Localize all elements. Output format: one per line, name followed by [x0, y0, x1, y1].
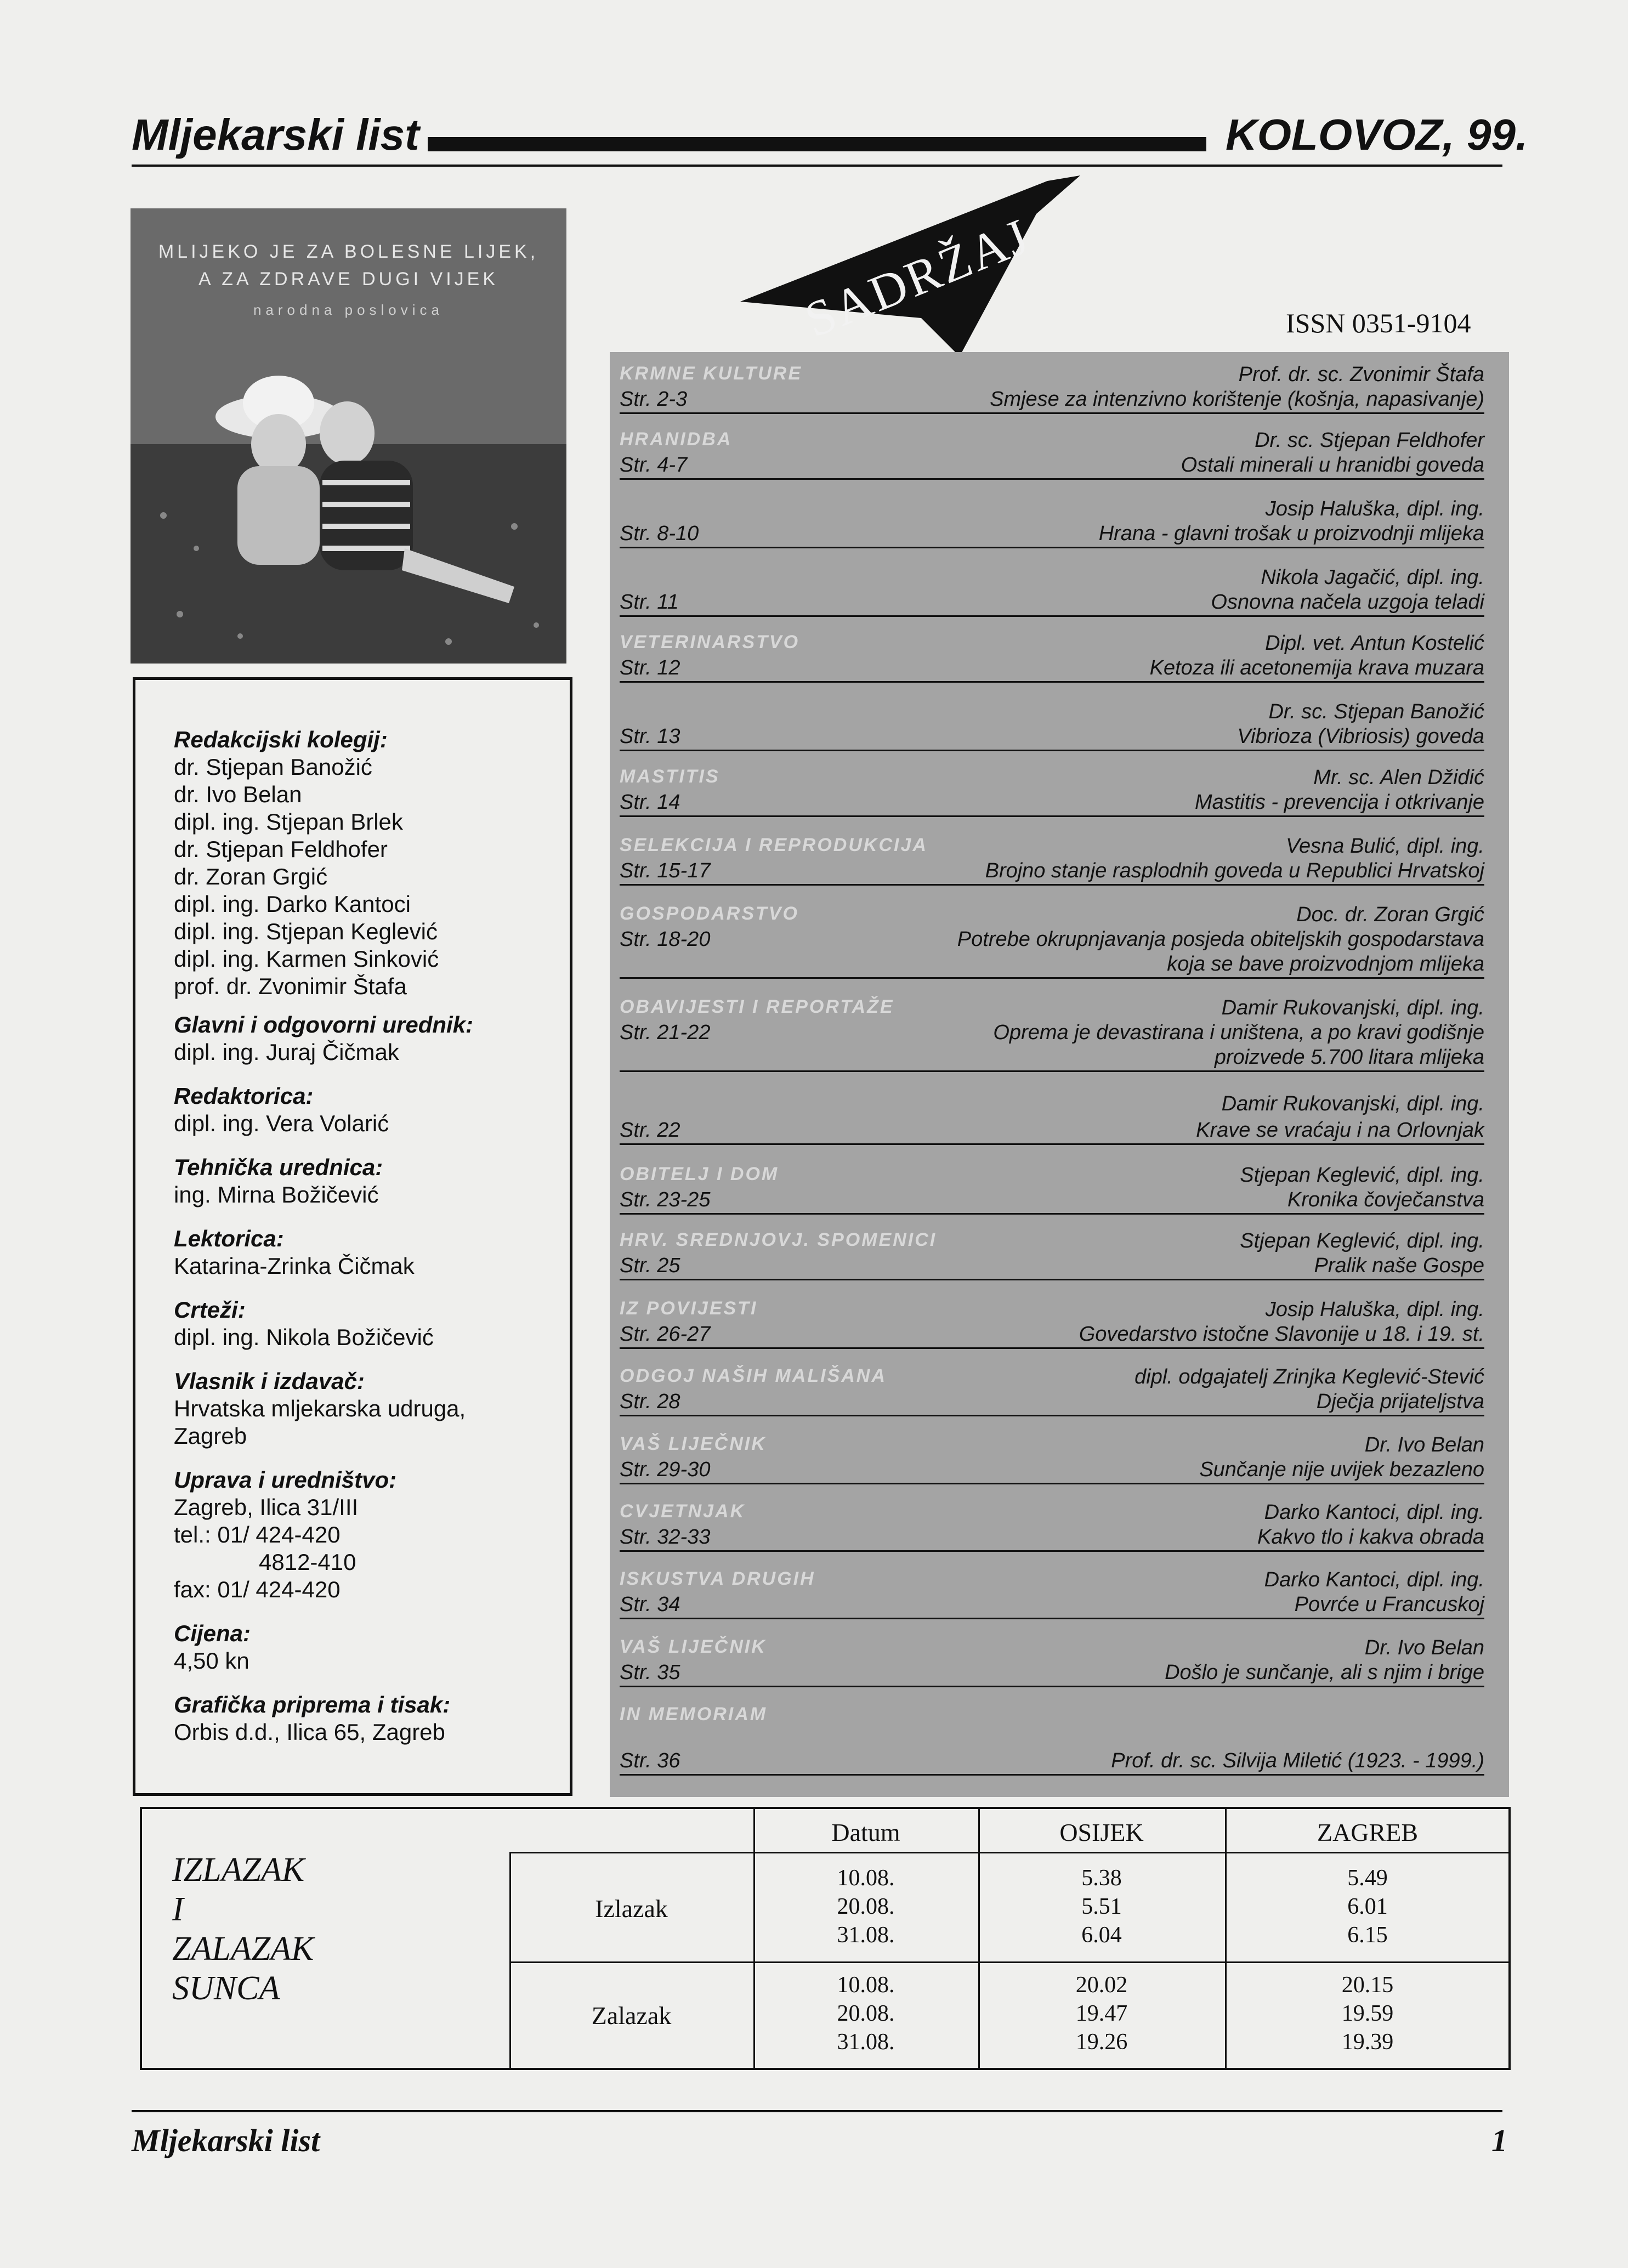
toc-title: Ostali minerali u hranidbi goveda [1181, 453, 1484, 477]
editorial-line: dr. Stjepan Feldhofer [174, 836, 388, 862]
cover-quote-line-2: A ZA ZDRAVE DUGI VIJEK [198, 269, 499, 290]
editorial-heading: Tehnička urednica: [174, 1154, 383, 1180]
toc-section-label: ISKUSTVA DRUGIH [620, 1568, 815, 1589]
toc-page: Str. 8-10 [620, 522, 699, 545]
table-cell [1225, 1864, 1510, 1949]
toc-section-label: OBAVIJESTI I REPORTAŽE [620, 996, 894, 1017]
editorial-line: tel.: 01/ 424-420 [174, 1522, 341, 1547]
toc-section-label: MASTITIS [620, 766, 720, 787]
issn-number: ISSN 0351-9104 [1286, 308, 1471, 338]
toc-author: Nikola Jagačić, dipl. ing. [1261, 566, 1484, 589]
toc-page: Str. 13 [620, 725, 680, 748]
sun-table-label [172, 1850, 314, 2008]
editorial-line: dipl. ing. Karmen Sinković [174, 946, 439, 972]
toc-page: Str. 22 [620, 1119, 680, 1142]
toc-divider [620, 681, 1484, 683]
toc-divider [620, 1143, 1484, 1145]
editorial-line: Katarina-Zrinka Čičmak [174, 1253, 415, 1279]
toc-section-label: CVJETNJAK [620, 1501, 746, 1522]
toc-page: Str. 14 [620, 791, 680, 814]
table-cell [978, 1864, 1225, 1949]
toc-divider [620, 412, 1484, 414]
editorial-line: dipl. ing. Nikola Božičević [174, 1324, 434, 1350]
editorial-line: Zagreb [174, 1423, 247, 1449]
table-cell-text: 20.02 19.47 19.26 [1075, 1972, 1128, 2055]
editorial-heading: Vlasnik i izdavač: [174, 1368, 365, 1394]
table-cell-text: 5.49 6.01 6.15 [1347, 1866, 1388, 1948]
toc-divider [620, 1774, 1484, 1776]
header-bar [428, 137, 1206, 151]
toc-divider [620, 1550, 1484, 1552]
cover-quote-source: narodna poslovica [253, 302, 444, 318]
toc-author: Dr. sc. Stjepan Feldhofer [1255, 429, 1484, 452]
toc-page: Str. 4-7 [620, 453, 688, 477]
sun-table-label-line: SUNCA [172, 1970, 280, 2007]
sun-table-label-line: IZLAZAK [172, 1851, 305, 1889]
table-divider [509, 1852, 511, 2068]
toc-title: Pralik naše Gospe [1314, 1254, 1484, 1277]
toc-author: Darko Kantoci, dipl. ing. [1264, 1568, 1484, 1591]
toc-title: Vibrioza (Vibriosis) goveda [1237, 725, 1484, 748]
toc-page: Str. 36 [620, 1749, 680, 1772]
editorial-line: Orbis d.d., Ilica 65, Zagreb [174, 1719, 445, 1745]
editorial-line: dr. Ivo Belan [174, 781, 302, 807]
toc-author: Mr. sc. Alen Džidić [1313, 766, 1484, 789]
sun-table-label-line: I [172, 1891, 184, 1928]
toc-author: dipl. odgajatelj Zrinjka Keglević-Stević [1135, 1365, 1484, 1388]
toc-section-label: OBITELJ I DOM [620, 1164, 779, 1184]
cover-photo [131, 208, 566, 664]
toc-author: Dipl. vet. Antun Kostelić [1265, 632, 1484, 655]
editorial-heading: Grafička priprema i tisak: [174, 1692, 451, 1717]
table-header: ZAGREB [1317, 1818, 1418, 1846]
toc-divider [620, 1618, 1484, 1619]
toc-divider [620, 1483, 1484, 1484]
toc-author: Damir Rukovanjski, dipl. ing. [1221, 1092, 1484, 1115]
toc-author: Dr. sc. Stjepan Banožić [1268, 700, 1484, 723]
editorial-heading: Glavni i odgovorni urednik: [174, 1012, 474, 1037]
toc-page: Str. 35 [620, 1661, 680, 1684]
toc-divider [620, 1415, 1484, 1416]
toc-section-label: SELEKCIJA I REPRODUKCIJA [620, 835, 928, 855]
toc-title: Osnovna načela uzgoja teladi [1211, 591, 1484, 614]
table-cell [753, 1971, 978, 2056]
toc-title: Hrana - glavni trošak u proizvodnji mlijeka [1098, 522, 1484, 545]
page-number: 1 [1491, 2123, 1507, 2158]
table-header: OSIJEK [1059, 1818, 1144, 1846]
table-cell-text: 10.08. 20.08. 31.08. [837, 1972, 895, 2055]
issue-date: KOLOVOZ, 99. [1226, 110, 1528, 159]
toc-page: Str. 34 [620, 1593, 680, 1616]
editorial-line: dr. Stjepan Banožić [174, 754, 372, 780]
toc-author: Stjepan Keglević, dipl. ing. [1240, 1164, 1484, 1187]
toc-page: Str. 15-17 [620, 859, 711, 882]
toc-author: Prof. dr. sc. Zvonimir Štafa [1238, 363, 1484, 386]
journal-title: Mljekarski list [132, 110, 419, 159]
table-divider [509, 1961, 1508, 1963]
toc-section-label: IZ POVIJESTI [620, 1298, 758, 1319]
editorial-heading: Crteži: [174, 1297, 246, 1323]
editorial-line: 4812-410 [259, 1549, 356, 1575]
toc-title-continued: koja se bave proizvodnjom mlijeka [1167, 952, 1484, 976]
toc-page: Str. 23-25 [620, 1188, 711, 1211]
toc-page: Str. 26-27 [620, 1323, 711, 1346]
toc-divider [620, 750, 1484, 751]
toc-author: Josip Haluška, dipl. ing. [1265, 1298, 1484, 1321]
toc-page: Str. 12 [620, 656, 680, 679]
toc-divider [620, 478, 1484, 480]
toc-page: Str. 29-30 [620, 1458, 711, 1481]
footer-journal-title: Mljekarski list [132, 2123, 320, 2158]
table-cell-text: 20.15 19.59 19.39 [1341, 1972, 1394, 2055]
editorial-heading: Lektorica: [174, 1226, 284, 1251]
toc-author: Vesna Bulić, dipl. ing. [1286, 835, 1484, 858]
toc-page: Str. 18-20 [620, 928, 711, 951]
toc-divider [620, 1070, 1484, 1072]
table-row-label: Izlazak [595, 1895, 668, 1923]
contents-banner-label: SADRŽAJ [797, 207, 1038, 348]
toc-author: Josip Haluška, dipl. ing. [1265, 497, 1484, 520]
toc-divider [620, 1347, 1484, 1349]
toc-section-label: HRANIDBA [620, 429, 733, 450]
toc-divider [620, 547, 1484, 548]
toc-section-label: GOSPODARSTVO [620, 903, 799, 924]
toc-page: Str. 2-3 [620, 388, 688, 411]
toc-title: Oprema je devastirana i uništena, a po kravi godišnje [993, 1021, 1484, 1044]
table-header: Datum [831, 1818, 900, 1846]
table-cell [978, 1971, 1225, 2056]
toc-title: Prof. dr. sc. Silvija Miletić (1923. - 1999.) [1111, 1749, 1484, 1772]
sun-table-label-line: ZALAZAK [172, 1930, 314, 1968]
editorial-line: dipl. ing. Juraj Čičmak [174, 1039, 399, 1065]
footer-rule [132, 2110, 1502, 2112]
editorial-line: fax: 01/ 424-420 [174, 1577, 341, 1602]
toc-section-label: KRMNE KULTURE [620, 363, 803, 384]
editorial-line: dipl. ing. Stjepan Keglević [174, 918, 438, 944]
header-rule [132, 165, 1502, 167]
table-of-contents [610, 352, 1509, 1797]
toc-title: Brojno stanje rasplodnih goveda u Republici Hrvatskoj [985, 859, 1484, 882]
table-cell-text: 10.08. 20.08. 31.08. [837, 1866, 895, 1948]
table-cell [1225, 1971, 1510, 2056]
table-row-label: Zalazak [591, 2001, 672, 2029]
cover-quote-line-1: MLIJEKO JE ZA BOLESNE LIJEK, [158, 241, 539, 262]
toc-section-label: HRV. SREDNJOVJ. SPOMENICI [620, 1229, 937, 1250]
toc-divider [620, 1686, 1484, 1687]
toc-section-label: VAŠ LIJEČNIK [620, 1433, 767, 1454]
editorial-heading: Redaktorica: [174, 1083, 314, 1109]
toc-author: Darko Kantoci, dipl. ing. [1264, 1501, 1484, 1524]
toc-title: Dječja prijateljstva [1316, 1390, 1484, 1413]
table-cell-text: 5.38 5.51 6.04 [1081, 1866, 1122, 1948]
editorial-line: Hrvatska mljekarska udruga, [174, 1396, 466, 1421]
toc-title: Ketoza ili acetonemija krava muzara [1149, 656, 1484, 679]
toc-title: Krave se vraćaju i na Orlovnjak [1196, 1119, 1484, 1142]
toc-divider [620, 615, 1484, 617]
contents-banner [729, 170, 1080, 362]
toc-page: Str. 32-33 [620, 1526, 711, 1549]
editorial-staff-box [133, 677, 572, 1796]
toc-section-label: ODGOJ NAŠIH MALIŠANA [620, 1365, 887, 1386]
toc-title: Došlo je sunčanje, ali s njim i brige [1165, 1661, 1484, 1684]
toc-page: Str. 11 [620, 591, 679, 614]
editorial-line: dipl. ing. Vera Volarić [174, 1110, 389, 1136]
toc-page: Str. 21-22 [620, 1021, 711, 1044]
toc-title: Govedarstvo istočne Slavonije u 18. i 19. st. [1079, 1323, 1484, 1346]
toc-divider [620, 815, 1484, 817]
toc-author: Stjepan Keglević, dipl. ing. [1240, 1229, 1484, 1252]
editorial-line: dipl. ing. Darko Kantoci [174, 891, 411, 917]
toc-title-continued: proizvede 5.700 litara mlijeka [1214, 1046, 1484, 1069]
sunrise-sunset-table [140, 1807, 1511, 2070]
editorial-line: 4,50 kn [174, 1648, 249, 1674]
editorial-line: dipl. ing. Stjepan Brlek [174, 809, 403, 835]
editorial-heading: Cijena: [174, 1620, 251, 1646]
toc-author: Damir Rukovanjski, dipl. ing. [1221, 996, 1484, 1019]
editorial-line: ing. Mirna Božičević [174, 1182, 379, 1207]
toc-title: Potrebe okrupnjavanja posjeda obiteljskih gospodarstava [957, 928, 1484, 951]
table-cell [753, 1864, 978, 1949]
toc-divider [620, 884, 1484, 886]
toc-divider [620, 1213, 1484, 1215]
editorial-line: dr. Zoran Grgić [174, 864, 328, 889]
toc-title: Mastitis - prevencija i otkrivanje [1195, 791, 1484, 814]
toc-author: Doc. dr. Zoran Grgić [1296, 903, 1484, 926]
toc-title: Povrće u Francuskoj [1294, 1593, 1484, 1616]
toc-divider [620, 977, 1484, 979]
toc-section-label: VETERINARSTVO [620, 632, 800, 653]
toc-title: Sunčanje nije uvijek bezazleno [1199, 1458, 1484, 1481]
toc-section-label: VAŠ LIJEČNIK [620, 1636, 767, 1657]
editorial-heading: Uprava i uredništvo: [174, 1467, 397, 1493]
toc-section-label: IN MEMORIAM [620, 1704, 768, 1725]
toc-title: Kronika čovječanstva [1287, 1188, 1484, 1211]
table-divider [509, 1852, 1508, 1853]
toc-page: Str. 28 [620, 1390, 680, 1413]
toc-title: Smjese za intenzivno korištenje (košnja, napasivanje) [990, 388, 1484, 411]
editorial-line: prof. dr. Zvonimir Štafa [174, 973, 407, 999]
toc-divider [620, 1279, 1484, 1280]
toc-title: Kakvo tlo i kakva obrada [1257, 1526, 1484, 1549]
toc-author: Dr. Ivo Belan [1364, 1433, 1484, 1456]
editorial-line: Zagreb, Ilica 31/III [174, 1494, 359, 1520]
toc-author: Dr. Ivo Belan [1364, 1636, 1484, 1659]
editorial-heading: Redakcijski kolegij: [174, 727, 388, 752]
toc-page: Str. 25 [620, 1254, 680, 1277]
